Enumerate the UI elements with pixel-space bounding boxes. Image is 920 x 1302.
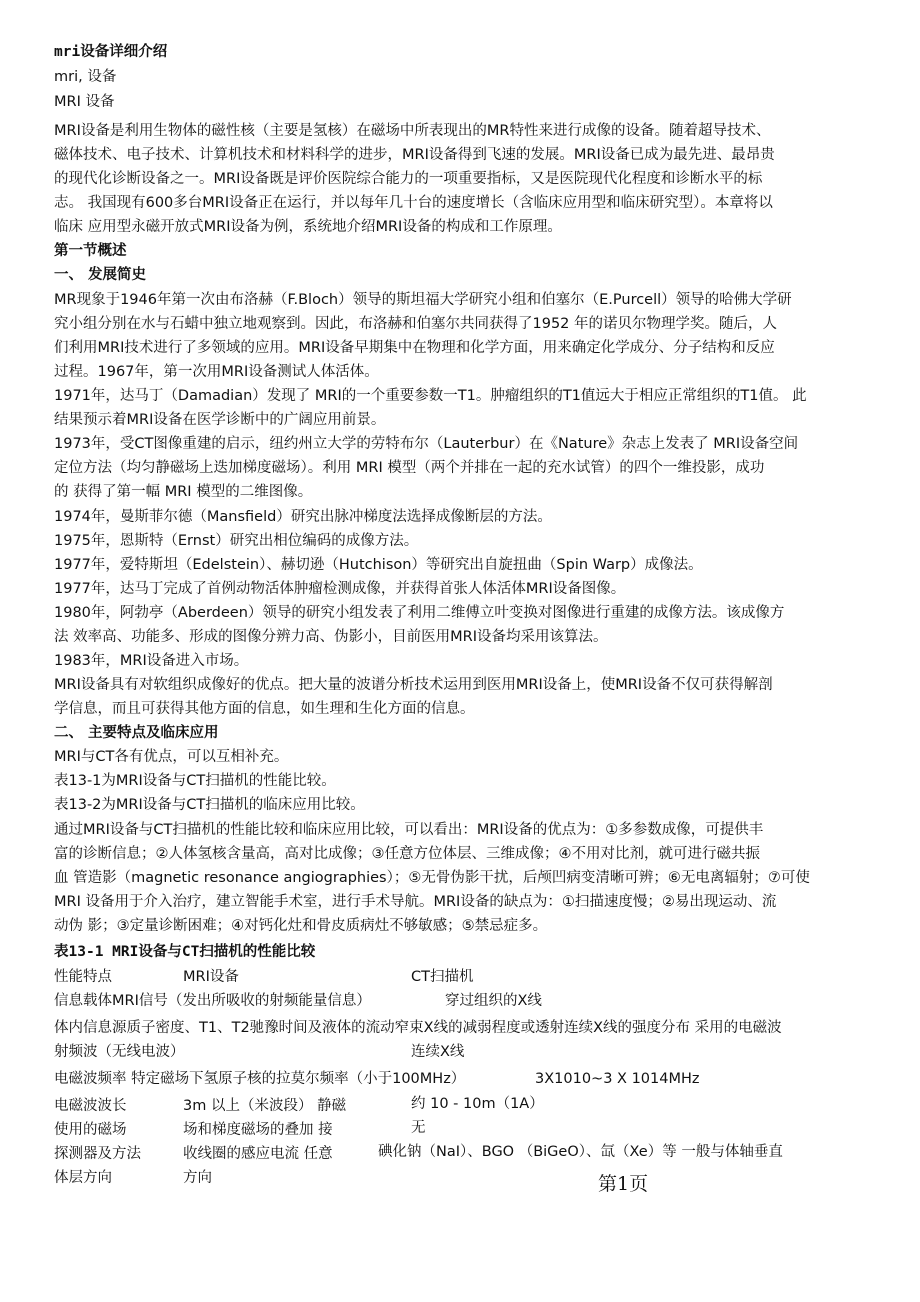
table-cell: 电磁波波长 (54, 1098, 127, 1114)
intro-line: MRI设备是利用生物体的磁性核（主要是氢核）在磁场中所表现出的MR特性来进行成像的设备。随着超导技术、 (54, 123, 771, 139)
features-line: 通过MRI设备与CT扫描机的性能比较和临床应用比较，可以看出：MRI设备的优点为：①多参数成像，可提供丰 (54, 822, 764, 838)
subtitle-line: MRI 设备 (54, 94, 115, 110)
keywords-line: mri, 设备 (54, 69, 117, 85)
table-cell: 穿过组织的X线 (445, 993, 542, 1009)
features-line: MRI与CT各有优点，可以互相补充。 (54, 749, 289, 765)
table-cell: 方向 (183, 1170, 212, 1186)
features-line: 富的诊断信息；②人体氢核含量高，高对比成像；③任意方位体层、三维成像；④不用对比剂，就可进行磁共振 (54, 846, 760, 862)
table-cell: 无 (411, 1120, 426, 1136)
history-line: 们利用MRI技术进行了多领域的应用。MRI设备早期集中在物理和化学方面，用来确定化学成分、分子结构和反应 (54, 340, 775, 356)
history-line: 定位方法（均匀静磁场上迭加梯度磁场）。利用 MRI 模型（两个并排在一起的充水试管）的四个一维投影，成功 (54, 460, 765, 476)
history-line: 学信息，而且可获得其他方面的信息，如生理和生化方面的信息。 (54, 701, 475, 717)
history-line: 1977年，爱特斯坦（Edelstein）、赫切逊（Hutchison）等研究出自旋扭曲（Spin Warp）成像法。 (54, 557, 703, 573)
table-header-feature: 性能特点 (54, 969, 112, 985)
table-cell: 射频波（无线电波） (54, 1044, 185, 1060)
section-heading: 第一节概述 (54, 243, 127, 259)
subsection-heading: 一、 发展简史 (54, 267, 147, 283)
history-line: 1983年，MRI设备进入市场。 (54, 653, 249, 669)
history-line: 究小组分别在水与石蜡中独立地观察到。因此，布洛赫和伯塞尔共同获得了1952 年的诺贝尔物理学奖。随后，人 (54, 316, 778, 332)
features-line: 血 管造影（magnetic resonance angiographies）；⑤无骨伪影干扰，后颅凹病变清晰可辨；⑥无电离辐射；⑦可使 (54, 870, 810, 886)
history-line: MR现象于1946年第一次由布洛赫（F.Bloch）领导的斯坦福大学研究小组和伯塞尔（E.Purcell）领导的哈佛大学研 (54, 292, 792, 308)
features-line: 动伪 影；③定量诊断困难；④对钙化灶和骨皮质病灶不够敏感；⑤禁忌症多。 (54, 918, 548, 934)
intro-line: 临床 应用型永磁开放式MRI设备为例，系统地介绍MRI设备的构成和工作原理。 (54, 219, 562, 235)
history-line: 结果预示着MRI设备在医学诊断中的广阔应用前景。 (54, 412, 386, 428)
table-cell: 约 10 - 10m（1A） (411, 1096, 544, 1112)
table-cell: 碘化钠（NaI）、BGO （BiGeO）、氙（Xe）等 一般与体轴垂直 (378, 1144, 783, 1160)
history-line: 1973年，受CT图像重建的启示，纽约州立大学的劳特布尔（Lauterbur）在《Nature》杂志上发表了 MRI设备空间 (54, 436, 799, 452)
history-line: 的 获得了第一幅 MRI 模型的二维图像。 (54, 484, 313, 500)
intro-line: 磁体技术、电子技术、计算机技术和材料科学的进步，MRI设备得到飞速的发展。MRI设备已成为最先进、最昂贵 (54, 147, 775, 163)
history-line: 1977年，达马丁完成了首例动物活体肿瘤检测成像，并获得首张人体活体MRI设备图像。 (54, 581, 626, 597)
table-cell: 场和梯度磁场的叠加 接 (183, 1122, 333, 1138)
document-title: mri设备详细介绍 (54, 44, 168, 60)
table-cell: 收线圈的感应电流 任意 (183, 1146, 333, 1162)
history-line: MRI设备具有对软组织成像好的优点。把大量的波谱分析技术运用到医用MRI设备上，使MRI设备不仅可获得解剖 (54, 677, 773, 693)
table-cell: 信息载体MRI信号（发出所吸收的射频能量信息） (54, 993, 371, 1009)
history-line: 过程。1967年，第一次用MRI设备测试人体活体。 (54, 364, 379, 380)
table-cell: 体内信息源质子密度、T1、T2驰豫时间及液体的流动窄束X线的减弱程度或透射连续X线的强度分布 采用的电磁波 (54, 1020, 782, 1036)
table-cell: 体层方向 (54, 1170, 112, 1186)
features-line: 表13-1为MRI设备与CT扫描机的性能比较。 (54, 773, 336, 789)
table-title: 表13-1 MRI设备与CT扫描机的性能比较 (54, 944, 316, 960)
history-line: 1971年，达马丁（Damadian）发现了 MRI的一个重要参数一T1。肿瘤组织的T1值远大于相应正常组织的T1值。 此 (54, 388, 807, 404)
table-cell: 电磁波频率 特定磁场下氢原子核的拉莫尔频率（小于100MHz） (54, 1071, 466, 1087)
table-header-mri: MRI设备 (183, 969, 239, 985)
subsection-heading: 二、 主要特点及临床应用 (54, 725, 219, 741)
history-line: 1975年，恩斯特（Ernst）研究出相位编码的成像方法。 (54, 533, 419, 549)
table-header-ct: CT扫描机 (411, 969, 474, 985)
history-line: 法 效率高、功能多、形成的图像分辨力高、伪影小，目前医用MRI设备均采用该算法。 (54, 629, 608, 645)
intro-line: 志。 我国现有600多台MRI设备正在运行，并以每年几十台的速度增长（含临床应用型和临床研究型）。本章将以 (54, 195, 773, 211)
page-number: 第1页 (598, 1173, 649, 1195)
features-line: 表13-2为MRI设备与CT扫描机的临床应用比较。 (54, 797, 365, 813)
history-line: 1980年，阿勃亭（Aberdeen）领导的研究小组发表了利用二维傅立叶变换对图像进行重建的成像方法。该成像方 (54, 605, 785, 621)
history-line: 1974年，曼斯菲尔德（Mansfield）研究出脉冲梯度法选择成像断层的方法。 (54, 509, 552, 525)
intro-line: 的现代化诊断设备之一。MRI设备既是评价医院综合能力的一项重要指标，又是医院现代化程度和诊断水平的标 (54, 171, 763, 187)
table-cell: 3m 以上（米波段） 静磁 (183, 1098, 347, 1114)
features-line: MRI 设备用于介入治疗，建立智能手术室，进行手术导航。MRI设备的缺点为：①扫描速度慢；②易出现运动、流 (54, 894, 777, 910)
table-cell: 探测器及方法 (54, 1146, 141, 1162)
table-cell: 3X1010~3 X 1014MHz (535, 1071, 700, 1087)
table-cell: 使用的磁场 (54, 1122, 127, 1138)
table-cell: 连续X线 (411, 1044, 465, 1060)
